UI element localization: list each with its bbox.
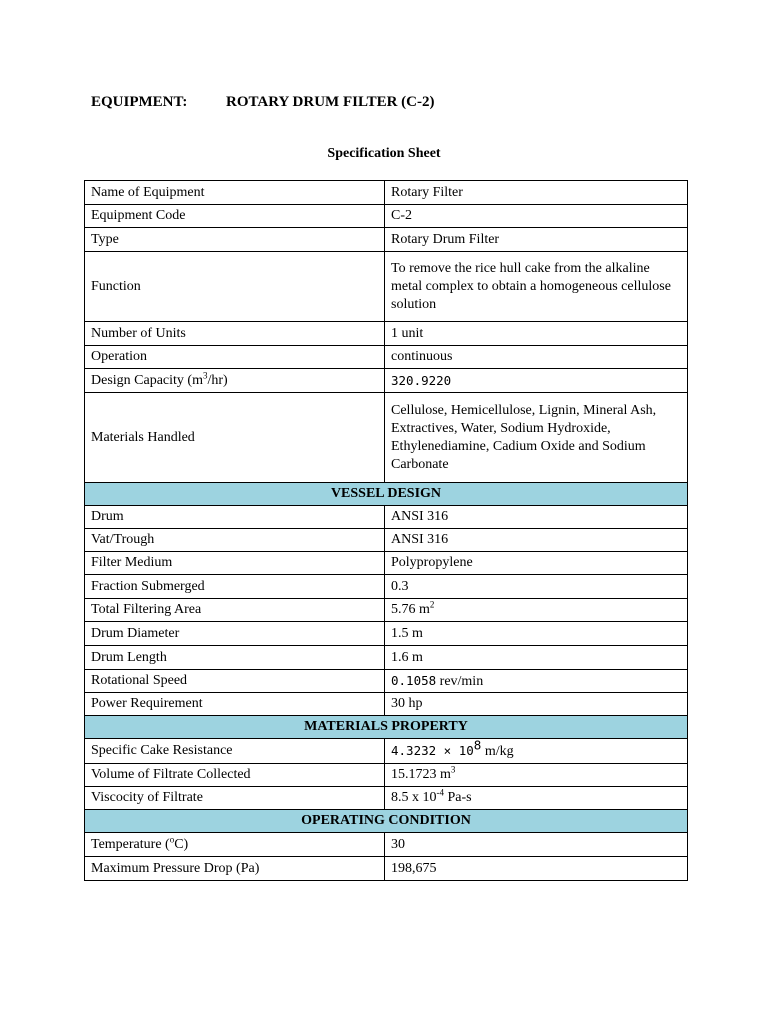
row-value: 30 hp (385, 693, 688, 716)
label-text: Temperature ( (91, 836, 170, 852)
value-unit: Pa-s (444, 790, 472, 805)
value-text: 15.1723 m (391, 767, 451, 782)
row-label: Materials Handled (85, 393, 385, 483)
row-label: Equipment Code (85, 205, 385, 228)
sheet-title: Specification Sheet (327, 146, 441, 161)
row-value (385, 736, 688, 764)
row-label: Total Filtering Area (85, 599, 385, 622)
section-materials-property: MATERIALS PROPERTY (85, 716, 688, 739)
equipment-value: ROTARY DRUM FILTER (C-2) (226, 94, 435, 110)
row-value: 1.5 m (385, 622, 688, 646)
row-value: 198,675 (385, 857, 688, 881)
table-row (85, 693, 688, 716)
label-text: /hr) (207, 372, 228, 388)
table-row (85, 529, 688, 552)
row-value (385, 670, 688, 693)
row-label: Fraction Submerged (85, 575, 385, 599)
table-row (85, 181, 688, 205)
row-label: Number of Units (85, 322, 385, 346)
value-text: 5.76 m (391, 602, 430, 617)
value-number: 4.3232 × 10 (391, 742, 474, 758)
superscript: -4 (436, 787, 444, 798)
table-row (85, 646, 688, 670)
table-row (85, 228, 688, 252)
table-row (85, 252, 688, 322)
row-label (85, 833, 385, 857)
row-label: Maximum Pressure Drop (Pa) (85, 857, 385, 881)
value-unit: m/kg (481, 743, 514, 759)
table-row (85, 787, 688, 810)
table-row (85, 670, 688, 693)
superscript: 2 (429, 599, 435, 610)
value-number: 0.1058 (391, 672, 437, 688)
table-row (85, 322, 688, 346)
row-label: Specific Cake Resistance (85, 739, 385, 764)
row-value (385, 599, 688, 622)
row-value: 1.6 m (385, 646, 688, 670)
row-label: Filter Medium (85, 552, 385, 575)
table-row (85, 833, 688, 857)
table-row (85, 622, 688, 646)
row-label (85, 369, 385, 393)
section-vessel-design: VESSEL DESIGN (85, 483, 688, 506)
table-row (85, 857, 688, 881)
row-value: ANSI 316 (385, 506, 688, 529)
row-value: To remove the rice hull cake from the alkaline metal complex to obtain a homogeneous cellulose solution (385, 252, 688, 322)
row-label: Drum Diameter (85, 622, 385, 646)
table-row (85, 393, 688, 483)
row-label: Drum Length (85, 646, 385, 670)
table-row (85, 575, 688, 599)
row-label: Name of Equipment (85, 181, 385, 205)
table-row (85, 764, 688, 787)
row-label: Volume of Filtrate Collected (85, 764, 385, 787)
row-value: 30 (385, 833, 688, 857)
table-row (85, 739, 688, 764)
row-value: C-2 (385, 205, 688, 228)
row-label: Type (85, 228, 385, 252)
row-value: Cellulose, Hemicellulose, Lignin, Mineral Ash, Extractives, Water, Sodium Hydroxide, Ethylenediamine, Cadium Oxide and Sodium Carbonate (385, 393, 688, 483)
superscript: o (169, 833, 175, 844)
row-value: Rotary Filter (385, 181, 688, 205)
row-label: Rotational Speed (85, 670, 385, 693)
superscript: 3 (202, 369, 208, 380)
section-operating-condition: OPERATING CONDITION (85, 810, 688, 833)
row-value: Rotary Drum Filter (385, 228, 688, 252)
row-value (385, 764, 688, 787)
value-unit: rev/min (436, 673, 484, 689)
row-value: Polypropylene (385, 552, 688, 575)
section-header-row (85, 716, 688, 739)
row-value: 1 unit (385, 322, 688, 346)
row-label: Operation (85, 346, 385, 369)
document-header (91, 94, 435, 111)
table-row (85, 369, 688, 393)
row-label: Vat/Trough (85, 529, 385, 552)
row-value: continuous (385, 346, 688, 369)
label-text: C) (174, 836, 189, 852)
row-label: Viscocity of Filtrate (85, 787, 385, 810)
section-header-row (85, 810, 688, 833)
table-row (85, 506, 688, 529)
row-value: ANSI 316 (385, 529, 688, 552)
superscript: 8 (473, 736, 482, 752)
section-header-row (85, 483, 688, 506)
equipment-label: EQUIPMENT: (91, 94, 188, 110)
specification-table (84, 180, 688, 881)
label-text: Design Capacity (m (91, 372, 203, 388)
row-value (385, 787, 688, 810)
row-label: Function (85, 252, 385, 322)
superscript: 3 (450, 764, 456, 775)
value-text: 8.5 x 10 (391, 790, 437, 805)
row-value: 320.9220 (385, 369, 688, 393)
table-row (85, 205, 688, 228)
row-label: Drum (85, 506, 385, 529)
table-row (85, 552, 688, 575)
row-value: 0.3 (385, 575, 688, 599)
table-row (85, 599, 688, 622)
row-label: Power Requirement (85, 693, 385, 716)
table-row (85, 346, 688, 369)
